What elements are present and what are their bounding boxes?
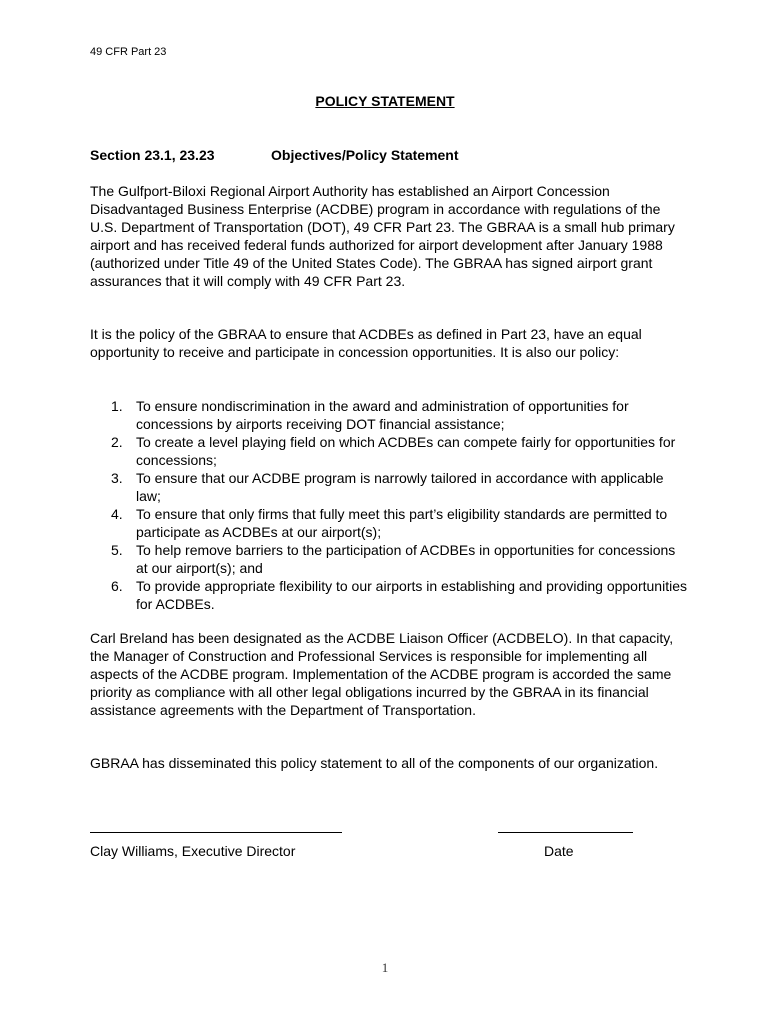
intro-paragraph: The Gulfport-Biloxi Regional Airport Authority has established an Airport Concession Disadvantaged Business Enterprise (ACDBE) program in accordance with regulations of the U.S. Department of Transportation (DOT), 49 CFR Part 23. The GBRAA is a small hub primary airport and has received federal funds authorized for airport development after January 1988 (authorized under Title 49 of the United States Code). The GBRAA has signed airport grant assurances that it will comply with 49 CFR Part 23.	[90, 183, 675, 289]
policy-list	[90, 397, 690, 613]
list-item-number: 3.	[111, 470, 123, 486]
list-item-text: To create a level playing field on which ACDBEs can compete fairly for opportunities for concessions;	[136, 434, 676, 468]
page-title: POLICY STATEMENT	[315, 93, 455, 109]
section-number: Section 23.1, 23.23	[90, 147, 215, 163]
list-item	[90, 577, 690, 613]
list-item-number: 4.	[111, 506, 123, 522]
list-item-number: 5.	[111, 542, 123, 558]
list-item-number: 2.	[111, 434, 123, 450]
list-item	[90, 505, 690, 541]
list-item-text: To help remove barriers to the participation of ACDBEs in opportunities for concessions at our airport(s); and	[136, 542, 676, 576]
signature-line	[90, 832, 342, 833]
list-item	[90, 541, 690, 577]
list-item	[90, 397, 690, 433]
list-item-text: To ensure that our ACDBE program is narrowly tailored in accordance with applicable law;	[136, 470, 664, 504]
date-label: Date	[544, 843, 574, 859]
dissemination-paragraph: GBRAA has disseminated this policy statement to all of the components of our organization.	[90, 755, 659, 771]
list-item	[90, 469, 690, 505]
signatory-name: Clay Williams, Executive Director	[90, 843, 296, 859]
section-heading-row	[90, 147, 459, 163]
liaison-paragraph: Carl Breland has been designated as the ACDBE Liaison Officer (ACDBELO). In that capacity, the Manager of Construction and Professional Services is responsible for implementing all aspects of the ACDBE program. Implementation of the ACDBE program is accorded the same priority as compliance with all other legal obligations incurred by the GBRAA in its financial assistance agreements with the Department of Transportation.	[90, 630, 674, 718]
list-item-number: 6.	[111, 578, 123, 594]
list-item	[90, 433, 690, 469]
list-item-number: 1.	[111, 398, 123, 414]
list-item-text: To ensure that only firms that fully meet this part’s eligibility standards are permitted to participate as ACDBEs at our airport(s);	[136, 506, 668, 540]
policy-paragraph: It is the policy of the GBRAA to ensure that ACDBEs as defined in Part 23, have an equal opportunity to receive and participate in concession opportunities. It is also our policy:	[90, 326, 642, 360]
list-item-text: To ensure nondiscrimination in the award and administration of opportunities for concessions by airports receiving DOT financial assistance;	[136, 398, 629, 432]
date-line	[498, 832, 633, 833]
page-header: 49 CFR Part 23	[90, 46, 167, 58]
section-heading: Objectives/Policy Statement	[271, 147, 459, 163]
page-number: 1	[381, 960, 389, 975]
list-item-text: To provide appropriate flexibility to our airports in establishing and providing opportunities for ACDBEs.	[136, 578, 687, 612]
